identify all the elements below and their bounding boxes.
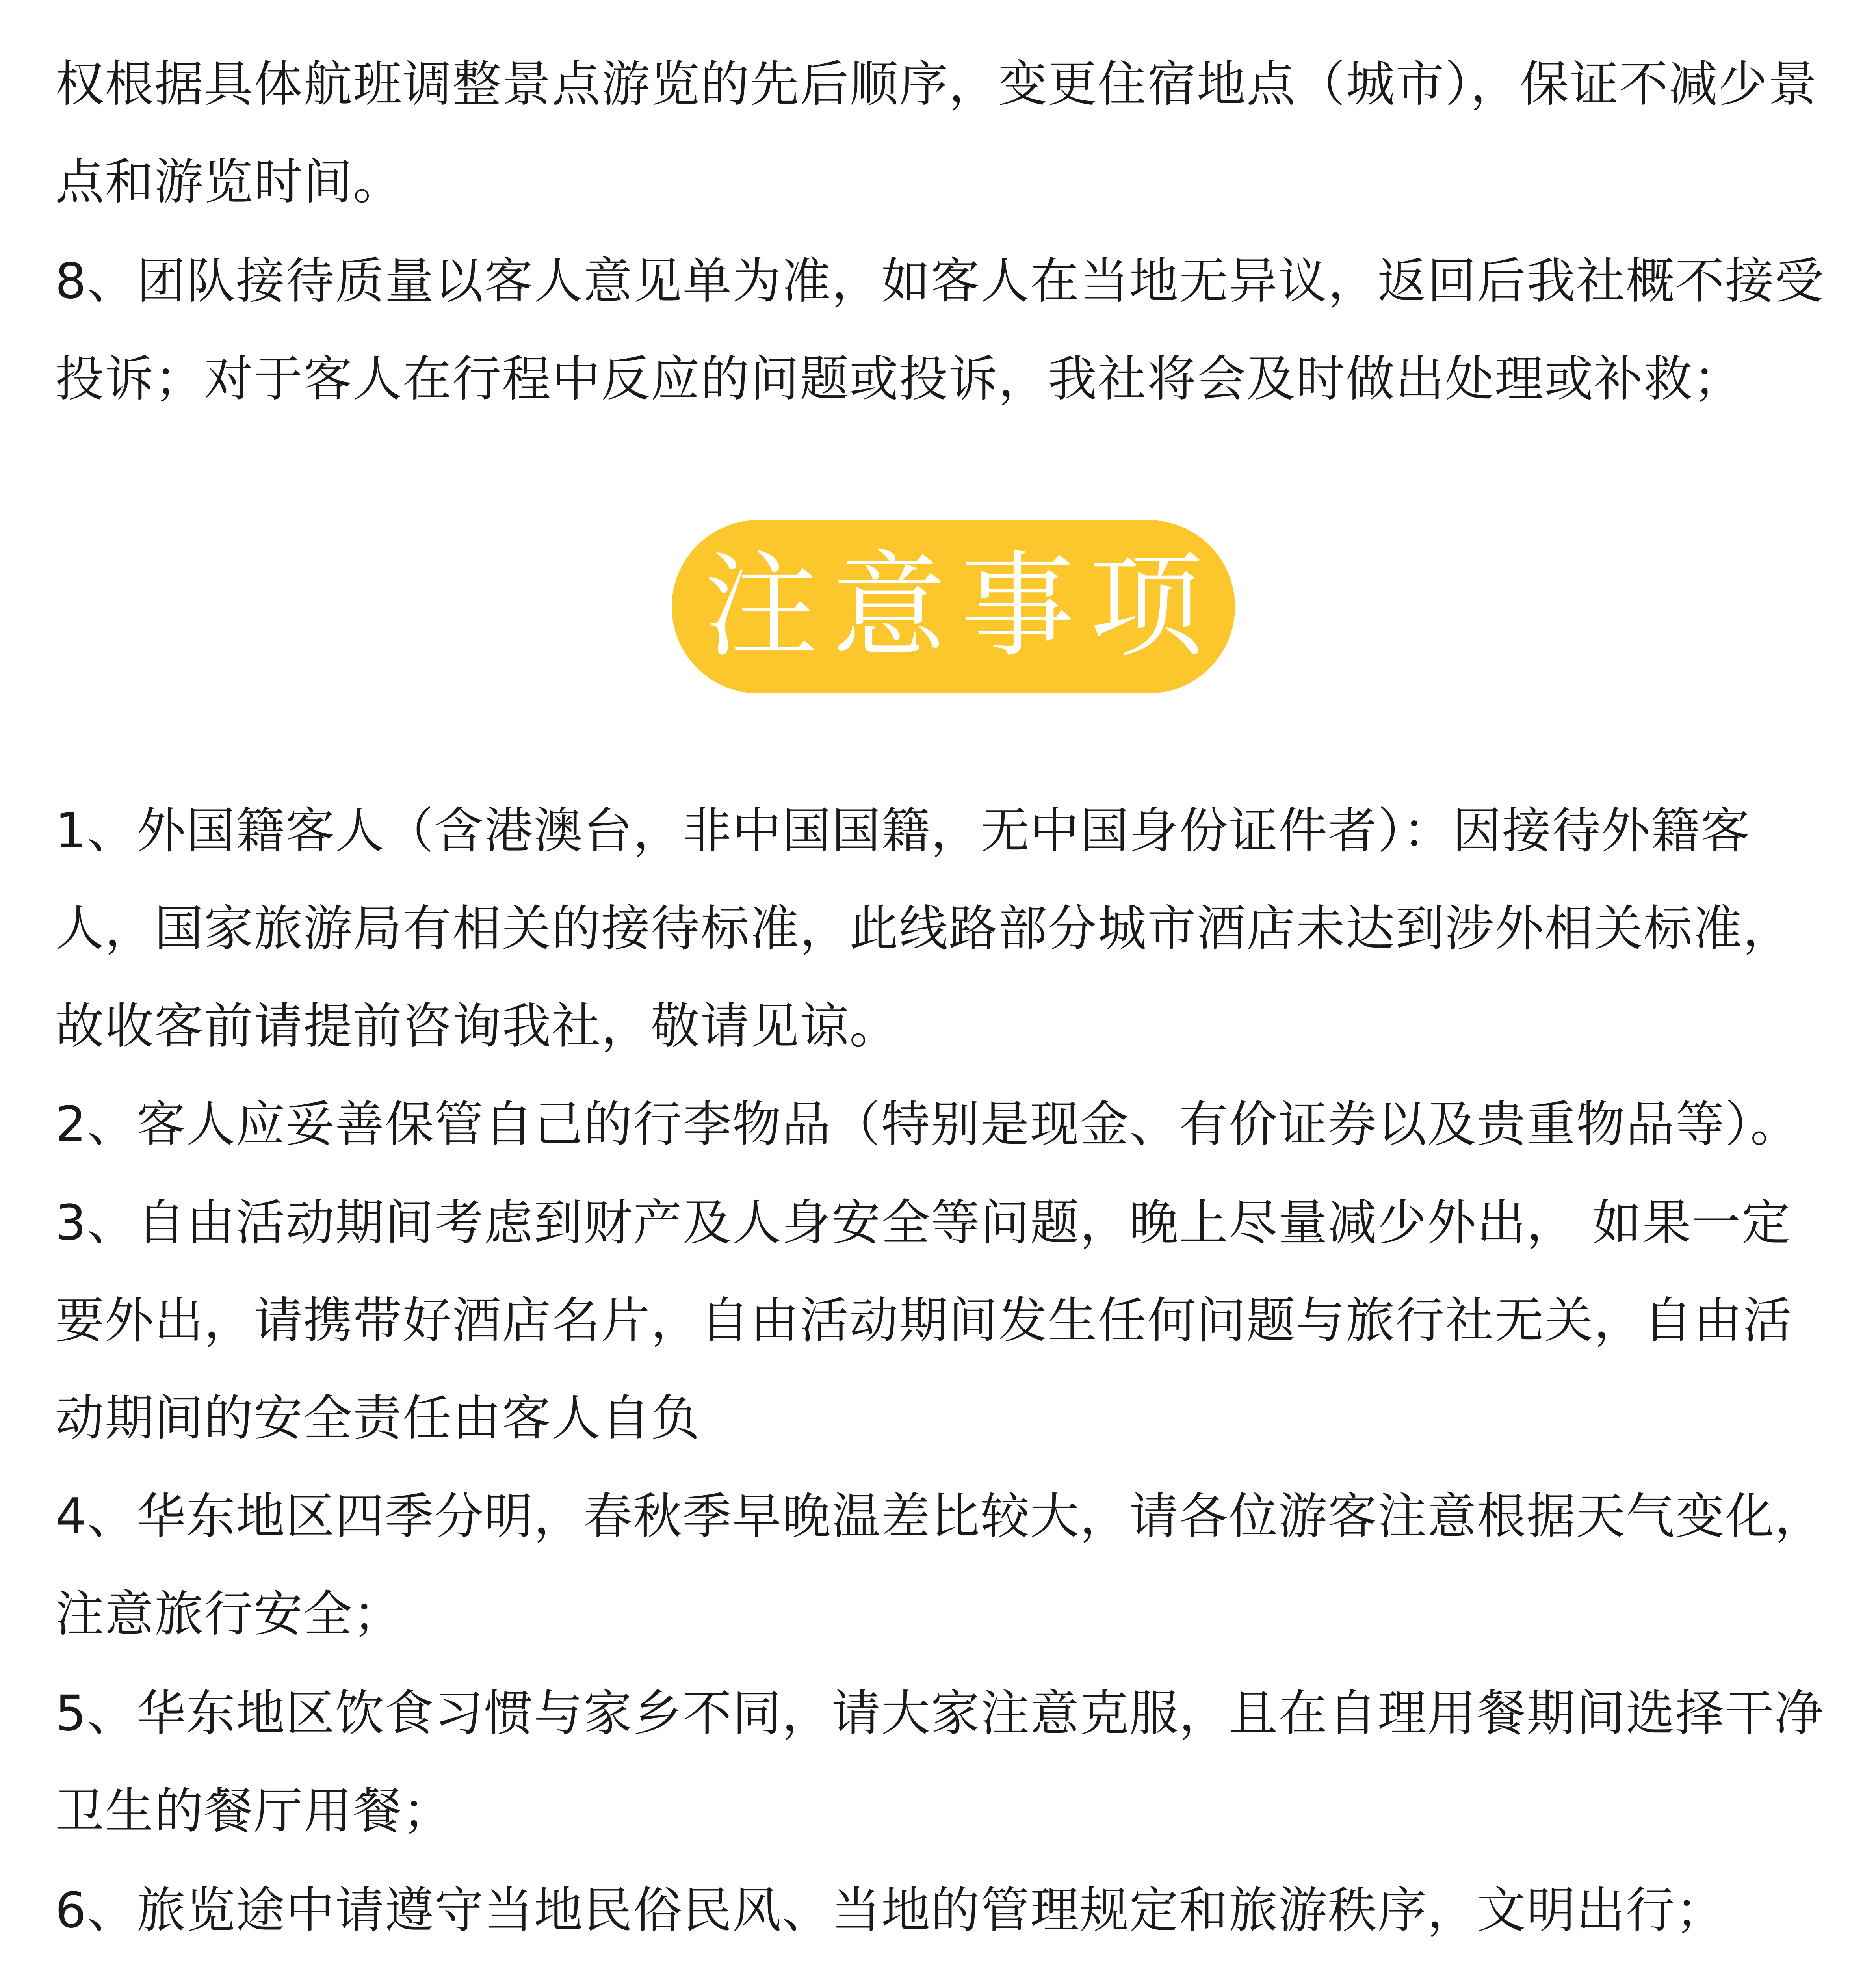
notice-item-7 bbox=[55, 1960, 1836, 1970]
notice-item-3: 3、自由活动期间考虑到财产及人身安全等问题，晚上尽量减少外出， 如果一定要外出，请携带好酒店名片，自由活动期间发生任何问题与旅行社无关，自由活动期间的安全责任由客人自负 bbox=[55, 1195, 1793, 1447]
notice-item-1: 1、外国籍客人（含港澳台，非中国国籍，无中国身份证件者）：因接待外籍客人，国家旅游局有相关的接待标准，此线路部分城市酒店未达到涉外相关标准，故收客前请提前咨询我社，敬请见谅。 bbox=[55, 803, 1793, 1055]
notice-item-5: 5、华东地区饮食习惯与家乡不同，请大家注意克服，且在自理用餐期间选择干净卫生的餐厅用餐； bbox=[55, 1685, 1824, 1840]
notice-item-4: 4、华东地区四季分明，春秋季早晚温差比较大，请各位游客注意根据天气变化，注意旅行安全； bbox=[55, 1488, 1824, 1643]
notice-item-2: 2、客人应妥善保管自己的行李物品（特别是现金、有价证券以及贵重物品等）。 bbox=[55, 1096, 1800, 1153]
terms-item-8: 8、团队接待质量以客人意见单为准，如客人在当地无异议，返回后我社概不接受投诉；对于客人在行程中反应的问题或投诉，我社将会及时做出处理或补救； bbox=[55, 253, 1824, 407]
section-heading-pill bbox=[672, 520, 1235, 693]
terms-continuation-paragraph: 权根据具体航班调整景点游览的先后顺序，变更住宿地点（城市），保证不减少景点和游览时间。 bbox=[55, 56, 1818, 210]
section-title: 注意事项 bbox=[704, 540, 1217, 673]
notice-item-6: 6、旅览途中请遵守当地民俗民风、当地的管理规定和旅游秩序，文明出行； bbox=[55, 1882, 1725, 1939]
